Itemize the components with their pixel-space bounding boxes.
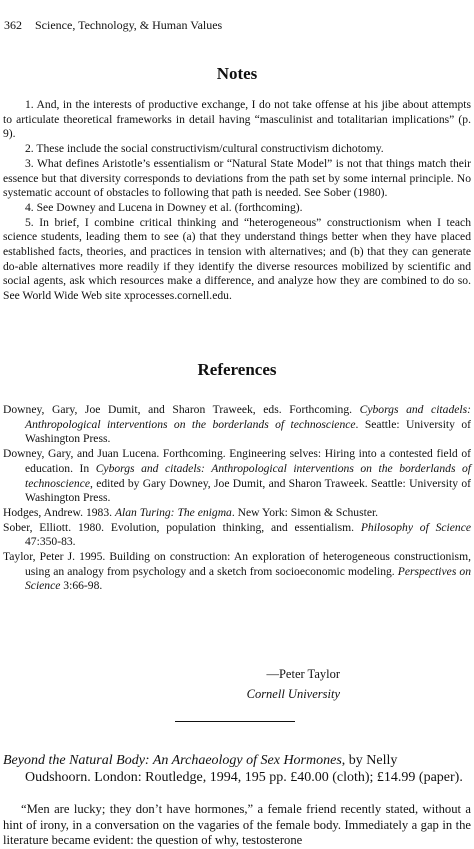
reference-item: Sober, Elliott. 1980. Evolution, population thinking, and essentialism. Philosophy of Science 47:350-83. bbox=[3, 520, 471, 549]
book-title: Beyond the Natural Body: An Archaeology of Sex Hormones bbox=[3, 753, 342, 768]
book-review-heading bbox=[3, 752, 471, 786]
notes-heading: Notes bbox=[216, 64, 258, 83]
notes-list bbox=[3, 98, 471, 304]
note-item: 3. What defines Aristotle’s essentialism or “Natural State Model” is not that things match their essence but that diversity corresponds to deviations from the path set by some internal principle. No systematic account of obstacles to following that path is needed. See Sober (1980). bbox=[3, 156, 471, 200]
author-signature: —Peter Taylor bbox=[266, 667, 340, 681]
review-paragraph: “Men are lucky; they don’t have hormones,” a female friend recently stated, without a hint of irony, in a conversation on the vagaries of the female body. Immediately a gap in the literature became evident: the question of why, testosterone bbox=[3, 802, 471, 848]
journal-title: Science, Technology, & Human Values bbox=[35, 18, 223, 32]
references-list bbox=[3, 403, 471, 594]
section-divider bbox=[175, 721, 295, 722]
reference-item: Downey, Gary, and Juan Lucena. Forthcoming. Engineering selves: Hiring into a contested field of education. In Cyborgs and citadels: Anthropological interventions on the borderlands of technoscience, edited by Gary Downey, Joe Dumit, and Sharon Traweek. Seattle: University of Washington Press. bbox=[3, 447, 471, 505]
note-item: 4. See Downey and Lucena in Downey et al. (forthcoming). bbox=[25, 200, 303, 214]
reference-item: Taylor, Peter J. 1995. Building on construction: An exploration of heterogeneous constructionism, using an analogy from psychology and a sketch from socioeconomic modeling. Perspectives on Science 3:66-98. bbox=[3, 550, 471, 593]
references-heading: References bbox=[197, 360, 277, 379]
book-details: Oudshoorn. London: Routledge, 1994, 195 pp. £40.00 (cloth); £14.99 (paper). bbox=[25, 770, 463, 785]
book-byline: , by Nelly bbox=[341, 753, 398, 768]
note-item: 1. And, in the interests of productive exchange, I do not take offense at his jibe about attempts to articulate theoretical frameworks in detail having “masculinist and totalitarian implications” (p. 9). bbox=[3, 98, 471, 141]
reference-item: Hodges, Andrew. 1983. Alan Turing: The enigma. New York: Simon & Schuster. bbox=[3, 505, 379, 519]
review-body bbox=[3, 802, 471, 849]
note-item: 2. These include the social constructivism/cultural constructivism dichotomy. bbox=[25, 142, 384, 156]
page-number: 362 bbox=[4, 18, 22, 32]
reference-item: Downey, Gary, Joe Dumit, and Sharon Traweek, eds. Forthcoming. Cyborgs and citadels: Anthropological interventions on the borderlands of technoscience. Seattle: University of Washington Press. bbox=[3, 403, 471, 446]
note-item: 5. In brief, I combine critical thinking and “heterogeneous” constructionism when I teach science students, leading them to see (a) that they understand things better when they have placed established facts, theories, and practices in tension with alternatives; and (b) that they can generate do-able alternatives more readily if they identify the diverse resources mobilized by scientific and social agents, ask which resources make a difference, and analyze how they are combined to do so. See World Wide Web site xprocesses.cornell.edu. bbox=[3, 215, 471, 303]
running-head bbox=[4, 18, 222, 33]
author-institution: Cornell University bbox=[246, 687, 340, 701]
